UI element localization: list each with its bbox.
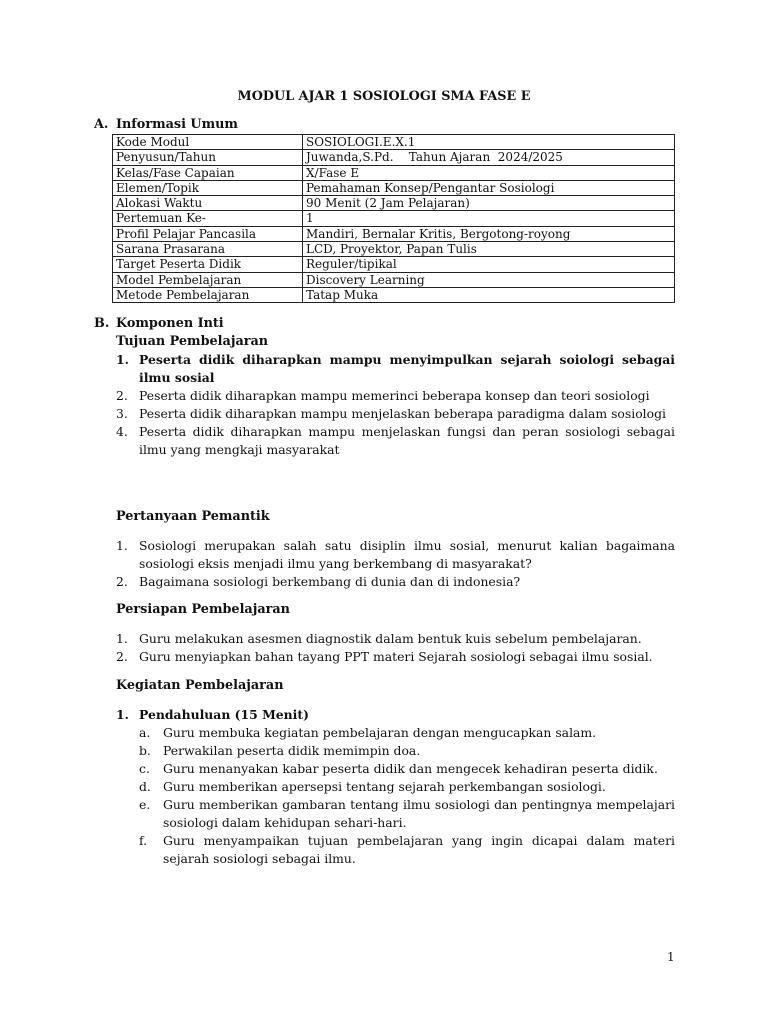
list-item <box>116 630 675 648</box>
table-key: Metode Pembelajaran <box>113 287 303 302</box>
list-item <box>139 742 675 760</box>
list-item-text: Guru memberikan apersepsi tentang sejarah perkembangan sosiologi. <box>163 779 606 794</box>
list-item <box>139 832 675 868</box>
table-row <box>113 196 675 211</box>
section-a-letter: A. <box>94 117 109 132</box>
section-b-letter: B. <box>94 316 110 331</box>
list-item <box>116 405 675 423</box>
list-item-letter: e. <box>139 797 151 812</box>
section-b-title: Komponen Inti <box>116 316 224 331</box>
list-item-text: Peserta didik diharapkan mampu menjelaskan fungsi dan peran sosiologi sebagai ilmu yang mengkaji masyarakat <box>139 424 675 457</box>
list-item-letter: f. <box>139 833 148 848</box>
list-item <box>116 573 675 591</box>
table-value: Tatap Muka <box>303 287 675 302</box>
list-item <box>139 778 675 796</box>
list-item-text: Guru menanyakan kabar peserta didik dan mengecek kehadiran peserta didik. <box>163 761 658 776</box>
list-item-letter: c. <box>139 761 150 776</box>
list-item <box>116 423 675 459</box>
table-value: Pemahaman Konsep/Pengantar Sosiologi <box>303 180 675 195</box>
list-item-text: Guru melakukan asesmen diagnostik dalam bentuk kuis sebelum pembelajaran. <box>139 631 642 646</box>
list-item-text: Guru menyampaikan tujuan pembelajaran yang ingin dicapai dalam materi sejarah sosiologi sebagai ilmu. <box>163 833 675 866</box>
list-item-number: 2. <box>116 388 128 403</box>
pemantik-heading: Pertanyaan Pemantik <box>116 509 270 524</box>
table-key: Kode Modul <box>113 135 303 150</box>
list-item-text: Guru memberikan gambaran tentang ilmu sosiologi dan pentingnya mempelajari sosiologi dalam kehidupan sehari-hari. <box>163 797 675 830</box>
table-value: X/Fase E <box>303 165 675 180</box>
list-item-letter: b. <box>139 743 151 758</box>
list-item-number: 1. <box>116 707 129 722</box>
list-item-number: 2. <box>116 649 128 664</box>
list-item-number: 1. <box>116 631 128 646</box>
persiapan-list <box>116 630 675 666</box>
table-value: Discovery Learning <box>303 272 675 287</box>
table-value: Reguler/tipikal <box>303 257 675 272</box>
kegiatan-heading: Kegiatan Pembelajaran <box>116 678 284 693</box>
list-item-letter: a. <box>139 725 151 740</box>
list-item <box>116 706 675 724</box>
table-row <box>113 165 675 180</box>
list-item-letter: d. <box>139 779 151 794</box>
list-item-number: 3. <box>116 406 128 421</box>
list-item <box>139 724 675 742</box>
document-title: MODUL AJAR 1 SOSIOLOGI SMA FASE E <box>237 89 531 104</box>
list-item <box>116 648 675 666</box>
table-value: 1 <box>303 211 675 226</box>
phase-title: Pendahuluan (15 Menit) <box>139 707 309 722</box>
table-key: Pertemuan Ke- <box>113 211 303 226</box>
info-table <box>112 134 675 303</box>
section-a-heading <box>94 116 238 134</box>
list-item-text: Bagaimana sosiologi berkembang di dunia dan di indonesia? <box>139 574 521 589</box>
table-key: Profil Pelajar Pancasila <box>113 226 303 241</box>
table-key: Alokasi Waktu <box>113 196 303 211</box>
persiapan-heading: Persiapan Pembelajaran <box>116 602 290 617</box>
table-value: 90 Menit (2 Jam Pelajaran) <box>303 196 675 211</box>
table-key: Elemen/Topik <box>113 180 303 195</box>
list-item-text: Peserta didik diharapkan mampu memerinci beberapa konsep dan teori sosiologi <box>139 388 650 403</box>
list-item-text: Sosiologi merupakan salah satu disiplin ilmu sosial, menurut kalian bagaimana sosiologi eksis menjadi ilmu yang berkembang di masyarakat? <box>139 538 675 571</box>
tujuan-heading: Tujuan Pembelajaran <box>116 334 269 349</box>
table-row <box>113 226 675 241</box>
section-a-title: Informasi Umum <box>116 117 238 132</box>
list-item-text: Peserta didik diharapkan mampu menjelaskan beberapa paradigma dalam sosiologi <box>139 406 666 421</box>
list-item-text: Peserta didik diharapkan mampu menyimpulkan sejarah soiologi sebagai ilmu sosial <box>139 352 675 385</box>
page-number: 1 <box>667 950 675 964</box>
table-row <box>113 211 675 226</box>
list-item <box>116 351 675 387</box>
list-item-text: Perwakilan peserta didik memimpin doa. <box>163 743 421 758</box>
list-item-text: Guru membuka kegiatan pembelajaran dengan mengucapkan salam. <box>163 725 597 740</box>
table-key: Target Peserta Didik <box>113 257 303 272</box>
table-value: LCD, Proyektor, Papan Tulis <box>303 242 675 257</box>
table-key: Sarana Prasarana <box>113 242 303 257</box>
list-item <box>116 537 675 573</box>
list-item-number: 2. <box>116 574 128 589</box>
table-row <box>113 272 675 287</box>
kegiatan-phase-list <box>116 706 675 724</box>
kegiatan-list <box>139 724 675 868</box>
table-row <box>113 135 675 150</box>
table-key: Penyusun/Tahun <box>113 150 303 165</box>
table-value: Mandiri, Bernalar Kritis, Bergotong-royong <box>303 226 675 241</box>
table-row <box>113 287 675 302</box>
table-row <box>113 257 675 272</box>
list-item <box>139 760 675 778</box>
table-value: Juwanda,S.Pd. Tahun Ajaran 2024/2025 <box>303 150 675 165</box>
list-item-number: 1. <box>116 538 128 553</box>
table-value: SOSIOLOGI.E.X.1 <box>303 135 675 150</box>
list-item-number: 4. <box>116 424 128 439</box>
table-row <box>113 180 675 195</box>
table-key: Model Pembelajaran <box>113 272 303 287</box>
list-item <box>116 387 675 405</box>
table-row <box>113 150 675 165</box>
list-item-text: Guru menyiapkan bahan tayang PPT materi Sejarah sosiologi sebagai ilmu sosial. <box>139 649 653 664</box>
list-item-number: 1. <box>116 352 129 367</box>
pemantik-list <box>116 537 675 591</box>
tujuan-list <box>116 351 675 459</box>
table-row <box>113 242 675 257</box>
list-item <box>139 796 675 832</box>
table-key: Kelas/Fase Capaian <box>113 165 303 180</box>
section-b-heading <box>94 315 224 333</box>
